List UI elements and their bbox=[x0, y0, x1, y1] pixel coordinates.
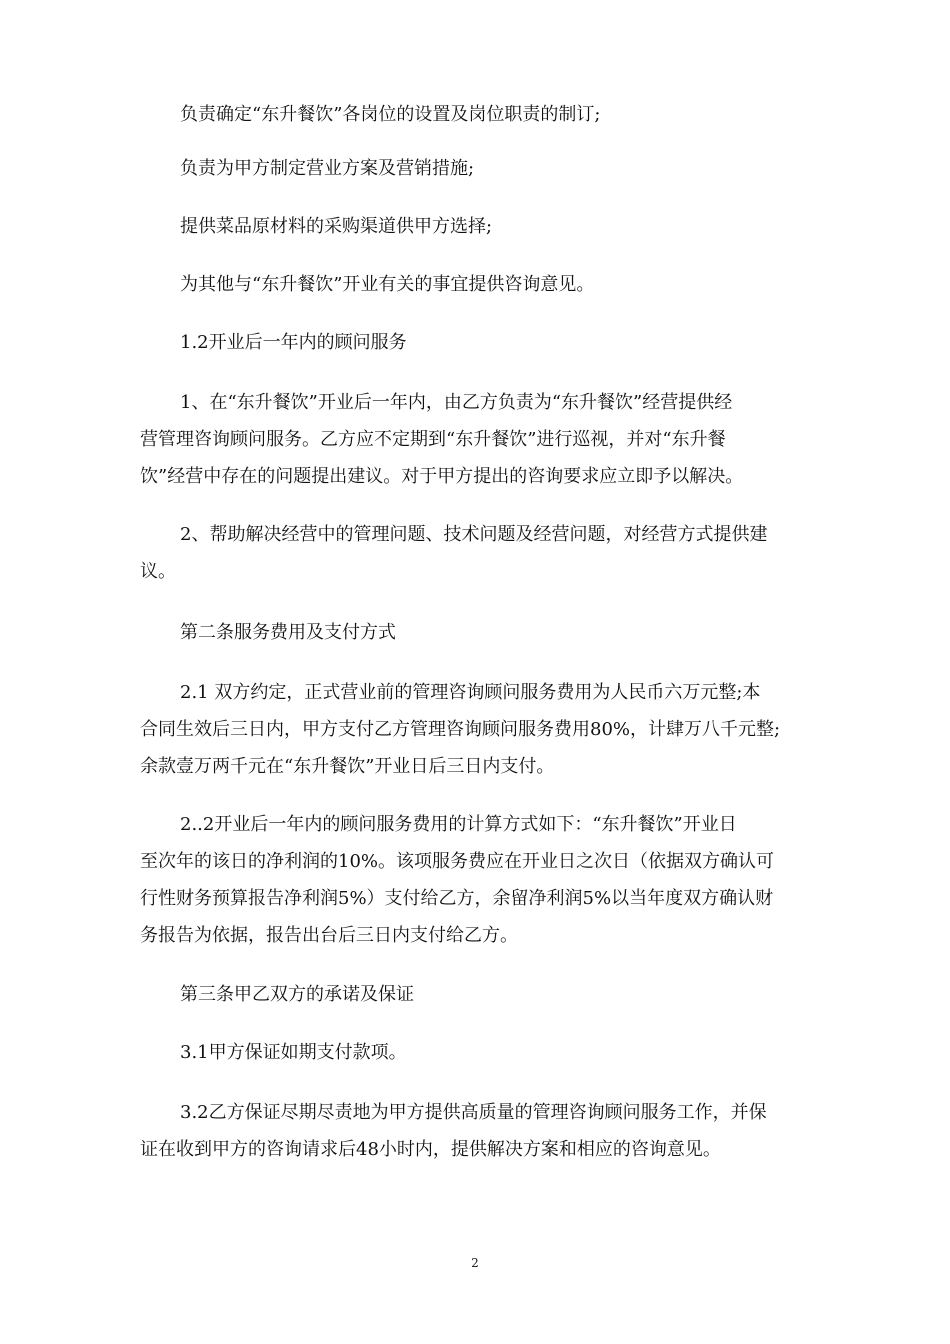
text-line: 负责为甲方制定营业方案及营销措施; bbox=[180, 158, 475, 179]
text-line: 营管理咨询顾问服务。乙方应不定期到“东升餐饮”进行巡视，并对“东升餐 bbox=[140, 429, 726, 450]
section-heading bbox=[140, 324, 820, 361]
text-line: 合同生效后三日内，甲方支付乙方管理咨询顾问服务费用80%，计肆万八千元整; bbox=[140, 719, 781, 740]
text-line: 行性财务预算报告净利润5%）支付给乙方，余留净利润5%以当年度双方确认财 bbox=[140, 888, 774, 909]
text-line: 务报告为依据，报告出台后三日内支付给乙方。 bbox=[140, 925, 518, 946]
text-line: 饮”经营中存在的问题提出建议。对于甲方提出的咨询要求应立即予以解决。 bbox=[140, 466, 744, 487]
paragraph bbox=[140, 208, 820, 245]
text-line: 为其他与“东升餐饮”开业有关的事宜提供咨询意见。 bbox=[180, 274, 595, 295]
paragraph bbox=[140, 384, 820, 495]
text-line: 余款壹万两千元在“东升餐饮”开业日后三日内支付。 bbox=[140, 756, 555, 777]
paragraph bbox=[140, 96, 820, 133]
text-line: 至次年的该日的净利润的10%。该项服务费应在开业日之次日（依据双方确认可 bbox=[140, 851, 775, 872]
text-line: 3.1甲方保证如期支付款项。 bbox=[180, 1042, 407, 1063]
text-line: 第三条甲乙双方的承诺及保证 bbox=[180, 984, 414, 1005]
section-heading bbox=[140, 976, 820, 1013]
paragraph bbox=[140, 1094, 820, 1168]
text-line: 证在收到甲方的咨询请求后48小时内，提供解决方案和相应的咨询意见。 bbox=[140, 1139, 721, 1160]
text-line: 2.1 双方约定，正式营业前的管理咨询顾问服务费用为人民币六万元整;本 bbox=[180, 682, 761, 703]
text-line: 提供菜品原材料的采购渠道供甲方选择; bbox=[180, 216, 493, 237]
text-line: 负责确定“东升餐饮”各岗位的设置及岗位职责的制订; bbox=[180, 104, 601, 125]
text-line: 2..2开业后一年内的顾问服务费用的计算方式如下：“东升餐饮”开业日 bbox=[180, 814, 737, 835]
text-line: 3.2乙方保证尽期尽责地为甲方提供高质量的管理咨询顾问服务工作，并保 bbox=[180, 1102, 767, 1123]
paragraph bbox=[140, 150, 820, 187]
paragraph bbox=[140, 266, 820, 303]
text-line: 议。 bbox=[140, 561, 176, 582]
page-number: 2 bbox=[471, 1256, 479, 1270]
paragraph bbox=[140, 1034, 820, 1071]
paragraph bbox=[140, 516, 820, 590]
paragraph bbox=[140, 674, 820, 785]
text-line: 2、帮助解决经营中的管理问题、技术问题及经营问题，对经营方式提供建 bbox=[180, 524, 768, 545]
section-heading bbox=[140, 614, 820, 651]
text-line: 第二条服务费用及支付方式 bbox=[180, 622, 396, 643]
text-line: 1.2开业后一年内的顾问服务 bbox=[180, 332, 407, 353]
text-line: 1、在“东升餐饮”开业后一年内，由乙方负责为“东升餐饮”经营提供经 bbox=[180, 392, 733, 413]
paragraph bbox=[140, 806, 820, 954]
